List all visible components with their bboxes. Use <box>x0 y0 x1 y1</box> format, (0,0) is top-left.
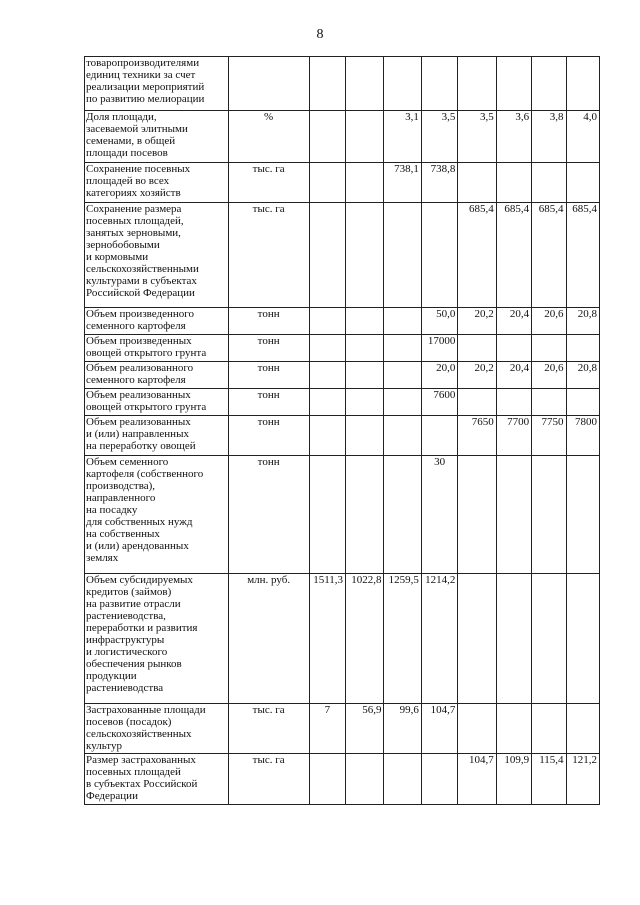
value-cell: 685,4 <box>496 203 531 308</box>
table-row <box>85 416 600 456</box>
page-number: 8 <box>316 27 324 42</box>
value-cell: 30 <box>421 456 457 574</box>
value-cell <box>346 335 384 362</box>
table-row <box>85 754 600 805</box>
unit-cell: тонн <box>228 308 309 335</box>
table-row <box>85 163 600 203</box>
value-cell: 20,2 <box>458 308 496 335</box>
value-cell: 3,5 <box>458 111 496 163</box>
value-cell <box>384 754 421 805</box>
value-cell: 109,9 <box>496 754 531 805</box>
value-cell <box>496 389 531 416</box>
value-cell: 7700 <box>496 416 531 456</box>
value-cell: 99,6 <box>384 704 421 754</box>
value-cell: 738,1 <box>384 163 421 203</box>
unit-cell: % <box>228 111 309 163</box>
indicator-name-cell: Сохранение размера посевных площадей, занятых зерновыми, зернобобовыми и кормовыми сельскохозяйственными культурами в субъектах Российской Федерации <box>85 203 229 308</box>
value-cell <box>566 57 599 111</box>
indicator-name-cell: Размер застрахованных посевных площадей в субъектах Российской Федерации <box>85 754 229 805</box>
value-cell <box>496 57 531 111</box>
value-cell: 3,6 <box>496 111 531 163</box>
unit-cell: тонн <box>228 456 309 574</box>
value-cell <box>346 456 384 574</box>
value-cell <box>458 163 496 203</box>
value-cell <box>532 57 566 111</box>
value-cell <box>309 754 345 805</box>
unit-cell: млн. руб. <box>228 574 309 704</box>
unit-cell: тыс. га <box>228 704 309 754</box>
indicator-name-cell: Объем произведенного семенного картофеля <box>85 308 229 335</box>
value-cell: 7600 <box>421 389 457 416</box>
value-cell: 1214,2 <box>421 574 457 704</box>
indicator-name-cell: Сохранение посевных площадей во всех категориях хозяйств <box>85 163 229 203</box>
value-cell <box>384 389 421 416</box>
value-cell: 20,4 <box>496 362 531 389</box>
indicator-name-cell: Доля площади, засеваемой элитными семенами, в общей площади посевов <box>85 111 229 163</box>
value-cell <box>496 335 531 362</box>
value-cell <box>496 704 531 754</box>
value-cell <box>346 754 384 805</box>
value-cell: 20,4 <box>496 308 531 335</box>
value-cell <box>309 163 345 203</box>
value-cell <box>309 111 345 163</box>
value-cell <box>384 57 421 111</box>
value-cell <box>496 456 531 574</box>
value-cell: 685,4 <box>532 203 566 308</box>
unit-cell: тонн <box>228 389 309 416</box>
value-cell: 20,6 <box>532 308 566 335</box>
value-cell: 685,4 <box>458 203 496 308</box>
value-cell: 20,0 <box>421 362 457 389</box>
table-row <box>85 574 600 704</box>
indicator-name-cell: Объем реализованных овощей открытого грунта <box>85 389 229 416</box>
indicator-name-cell: товаропроизводителями единиц техники за счет реализации мероприятий по развитию мелиорации <box>85 57 229 111</box>
value-cell: 20,8 <box>566 308 599 335</box>
table-row <box>85 308 600 335</box>
indicator-name-cell: Объем семенного картофеля (собственного производства), направленного на посадку для собственных нужд на собственных и (или) арендованных землях <box>85 456 229 574</box>
value-cell <box>566 574 599 704</box>
value-cell <box>309 362 345 389</box>
value-cell: 738,8 <box>421 163 457 203</box>
value-cell <box>458 57 496 111</box>
value-cell: 1022,8 <box>346 574 384 704</box>
value-cell: 3,5 <box>421 111 457 163</box>
value-cell: 4,0 <box>566 111 599 163</box>
value-cell: 20,6 <box>532 362 566 389</box>
value-cell <box>309 456 345 574</box>
value-cell <box>384 456 421 574</box>
value-cell: 20,2 <box>458 362 496 389</box>
value-cell <box>566 389 599 416</box>
value-cell <box>384 308 421 335</box>
value-cell <box>309 416 345 456</box>
value-cell: 1511,3 <box>309 574 345 704</box>
indicator-name-cell: Объем субсидируемых кредитов (займов) на развитие отрасли растениеводства, переработки и развития инфраструктуры и логистического обеспечения рынков продукции растениеводства <box>85 574 229 704</box>
value-cell: 7 <box>309 704 345 754</box>
value-cell: 3,8 <box>532 111 566 163</box>
indicator-name-cell: Объем произведенных овощей открытого грунта <box>85 335 229 362</box>
value-cell: 104,7 <box>421 704 457 754</box>
table-row <box>85 203 600 308</box>
value-cell <box>458 335 496 362</box>
value-cell <box>309 203 345 308</box>
value-cell <box>532 574 566 704</box>
table-row <box>85 704 600 754</box>
value-cell: 7750 <box>532 416 566 456</box>
indicators-table <box>84 56 600 805</box>
unit-cell: тонн <box>228 362 309 389</box>
value-cell <box>384 335 421 362</box>
value-cell <box>346 111 384 163</box>
value-cell <box>421 57 457 111</box>
value-cell <box>496 574 531 704</box>
value-cell: 20,8 <box>566 362 599 389</box>
value-cell: 50,0 <box>421 308 457 335</box>
value-cell <box>458 704 496 754</box>
value-cell <box>346 389 384 416</box>
indicator-name-cell: Объем реализованных и (или) направленных на переработку овощей <box>85 416 229 456</box>
value-cell <box>309 389 345 416</box>
value-cell: 1259,5 <box>384 574 421 704</box>
value-cell <box>346 362 384 389</box>
value-cell <box>384 416 421 456</box>
indicator-name-cell: Застрахованные площади посевов (посадок) сельскохозяйственных культур <box>85 704 229 754</box>
table-row <box>85 335 600 362</box>
value-cell: 104,7 <box>458 754 496 805</box>
value-cell: 7650 <box>458 416 496 456</box>
value-cell <box>309 308 345 335</box>
value-cell <box>532 704 566 754</box>
value-cell <box>384 362 421 389</box>
unit-cell: тыс. га <box>228 754 309 805</box>
value-cell <box>346 57 384 111</box>
value-cell <box>421 416 457 456</box>
value-cell <box>566 456 599 574</box>
value-cell <box>346 163 384 203</box>
table-row <box>85 111 600 163</box>
value-cell: 121,2 <box>566 754 599 805</box>
table-row <box>85 362 600 389</box>
value-cell <box>532 389 566 416</box>
value-cell <box>458 389 496 416</box>
value-cell <box>421 203 457 308</box>
value-cell <box>384 203 421 308</box>
value-cell <box>346 308 384 335</box>
value-cell <box>309 335 345 362</box>
value-cell <box>346 416 384 456</box>
value-cell <box>496 163 531 203</box>
value-cell <box>458 574 496 704</box>
unit-cell: тонн <box>228 335 309 362</box>
value-cell <box>566 704 599 754</box>
table-row <box>85 456 600 574</box>
value-cell: 7800 <box>566 416 599 456</box>
value-cell: 3,1 <box>384 111 421 163</box>
value-cell <box>458 456 496 574</box>
value-cell: 115,4 <box>532 754 566 805</box>
value-cell <box>566 163 599 203</box>
table-row <box>85 389 600 416</box>
value-cell <box>566 335 599 362</box>
value-cell <box>421 754 457 805</box>
value-cell <box>346 203 384 308</box>
value-cell: 685,4 <box>566 203 599 308</box>
value-cell <box>532 456 566 574</box>
unit-cell: тыс. га <box>228 163 309 203</box>
unit-cell: тыс. га <box>228 203 309 308</box>
value-cell <box>532 335 566 362</box>
unit-cell <box>228 57 309 111</box>
indicator-name-cell: Объем реализованного семенного картофеля <box>85 362 229 389</box>
value-cell <box>309 57 345 111</box>
value-cell: 17000 <box>421 335 457 362</box>
unit-cell: тонн <box>228 416 309 456</box>
value-cell <box>532 163 566 203</box>
table-row <box>85 57 600 111</box>
value-cell: 56,9 <box>346 704 384 754</box>
